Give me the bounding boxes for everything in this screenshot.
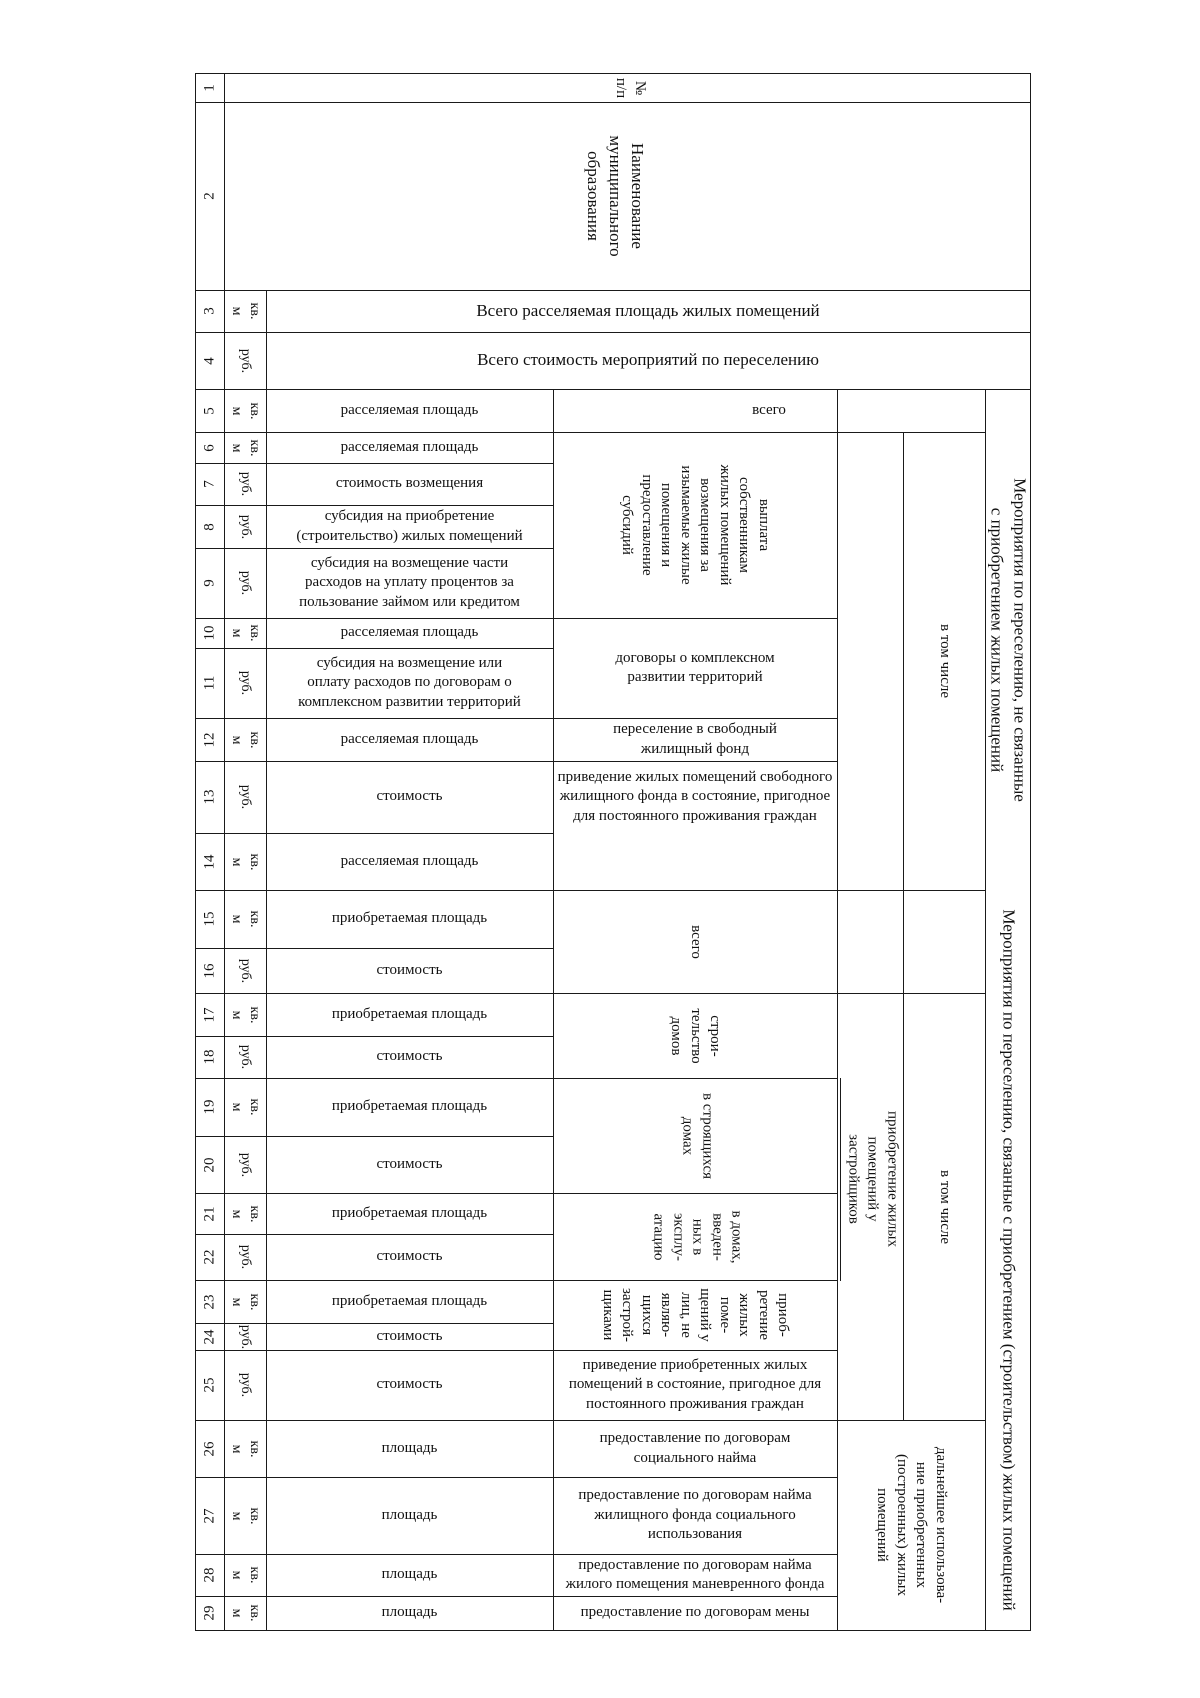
unit-label: руб. (238, 784, 254, 810)
column-number: 25 (200, 1377, 217, 1393)
row-label: расселяемая площадь (340, 730, 479, 747)
unit-label: кв. м (229, 439, 263, 456)
subgroup-free-fund-repair: приведение жилых помещений свободного жилищного фонда в состояние, пригодное для постоянного проживания граждан (557, 768, 833, 824)
row-label: приобретаемая площадь (331, 1098, 488, 1115)
subgroup-social-rent: предоставление по договорам социального найма (599, 1430, 791, 1466)
row-label: стоимость (376, 961, 443, 978)
subgroup-from-developers: приобретение жилых помещений у застройщиков (844, 1111, 900, 1247)
column-number: 3 (200, 307, 217, 315)
subgroup-free-fund: переселение в свободный жилищный фонд (613, 721, 777, 757)
unit-label: руб. (238, 670, 254, 696)
subgroup-acquired-repair: приведение приобретенных жилых помещений в состояние, пригодное для постоянного проживания граждан (568, 1356, 822, 1412)
column-number: 18 (200, 1049, 217, 1065)
row-label: приобретаемая площадь (331, 1204, 488, 1221)
column-number: 17 (200, 1007, 217, 1022)
subgroup-under-construction: в строящихся домах (679, 1092, 715, 1179)
row-label: приобретаемая площадь (331, 910, 488, 927)
column-number: 16 (200, 963, 217, 978)
unit-label: кв. м (229, 1604, 263, 1622)
row-label: субсидия на возмещение части расходов на уплату процентов за пользование займом или кредитом (299, 554, 520, 610)
column-number: 2 (200, 192, 217, 200)
column-number: 1 (200, 83, 217, 92)
unit-label: кв. м (229, 302, 263, 320)
unit-label: руб. (238, 471, 254, 497)
row-label: площадь (381, 1604, 438, 1621)
unit-label: руб. (238, 1372, 254, 1398)
subgroup-commissioned: в домах, введен- ных в эксплу- атацию (650, 1210, 745, 1263)
row-label: стоимость (376, 1376, 443, 1393)
column-number: 13 (200, 789, 217, 805)
unit-label: кв. м (229, 1098, 263, 1116)
unit-label: руб. (238, 1244, 254, 1270)
row-label: стоимость возмещения (335, 475, 484, 492)
column-number: 12 (200, 732, 217, 747)
row-rule (195, 1630, 1031, 1631)
column-number: 7 (200, 480, 217, 488)
unit-label: кв. м (229, 1507, 263, 1524)
unit-label: руб. (238, 348, 254, 373)
row-label: площадь (381, 1439, 438, 1456)
unit-label: кв. м (229, 1006, 263, 1023)
row-label: приобретаемая площадь (331, 1005, 488, 1022)
unit-label: кв. м (229, 910, 263, 928)
row-label: субсидия на возмещение или оплату расходов по договорам о комплексном развитии территорий (298, 654, 521, 710)
subgroup-exchange: предоставление по договорам мены (580, 1604, 810, 1621)
unit-label: кв. м (229, 1205, 263, 1222)
column-number: 15 (200, 911, 217, 927)
subgroup-in-that-2: в том числе (936, 1169, 953, 1244)
subgroup-further-use: дальнейшее использова- ние приобретенных (построенных) жилых помещений (874, 1446, 949, 1604)
column-number-header: № п/п (613, 77, 649, 98)
unit-label: кв. м (229, 853, 263, 870)
unit-label: кв. м (229, 402, 263, 419)
column-number: 24 (200, 1329, 217, 1344)
column-number: 28 (200, 1567, 217, 1583)
column-number: 6 (200, 443, 217, 452)
subgroup-social-use: предоставление по договорам найма жилищного фонда социального использования (578, 1487, 812, 1543)
group-acquisition: Мероприятия по переселению, связанные с приобретением (строительством) жилых помещений (998, 909, 1018, 1611)
subgroup-from-non-developers: приоб- ретение жилых поме- щений у лиц, не являю- щихся застрой- щиками (600, 1287, 792, 1342)
unit-label: руб. (238, 1324, 254, 1349)
row-label: стоимость (376, 788, 443, 805)
column-number: 27 (200, 1508, 217, 1523)
row-label: стоимость (376, 1048, 443, 1065)
subgroup-construction: строи- тельство домов (668, 1007, 724, 1064)
row-label: площадь (381, 1566, 438, 1583)
column-number: 8 (200, 522, 217, 531)
column-number: 9 (200, 579, 217, 587)
row-label: расселяемая площадь (340, 401, 479, 418)
row-label: стоимость (376, 1155, 443, 1172)
column-number: 26 (200, 1441, 217, 1456)
column-number: 22 (200, 1249, 217, 1265)
column-number: 20 (200, 1157, 217, 1172)
unit-label: кв. м (229, 624, 263, 642)
row-label: стоимость (376, 1327, 443, 1344)
unit-label: руб. (238, 958, 254, 983)
total-area-header: Всего расселяемая площадь жилых помещений (476, 300, 820, 320)
unit-label: кв. м (229, 1566, 263, 1584)
unit-label: руб. (238, 570, 254, 596)
subgroup-payout: выплата собственникам жилых помещений возмещения за изымаемые жилые помещения и предоставление субсидий (619, 464, 772, 586)
unit-label: руб. (238, 1152, 254, 1177)
column-number: 11 (200, 675, 217, 691)
column-number: 21 (200, 1206, 217, 1221)
unit-label: руб. (238, 1044, 254, 1070)
unit-label: руб. (238, 514, 254, 539)
column-number: 5 (200, 406, 217, 415)
group-not-acquisition: Мероприятия по переселению, не связанные с приобретением жилых помещений (987, 477, 1029, 802)
row-label: стоимость (376, 1248, 443, 1265)
row-label: расселяемая площадь (340, 852, 479, 869)
column-number: 23 (200, 1294, 217, 1309)
subgroup-in-that-1: в том числе (936, 623, 953, 699)
column-number: 14 (200, 854, 217, 869)
unit-label: кв. м (229, 731, 263, 748)
row-label: субсидия на приобретение (строительство) жилых помещений (296, 508, 523, 544)
row-label: приобретаемая площадь (331, 1292, 488, 1309)
unit-label: кв. м (229, 1293, 263, 1310)
row-label: расселяемая площадь (340, 624, 479, 641)
column-number: 10 (200, 625, 217, 641)
column-number: 4 (200, 356, 217, 365)
subgroup-maneuver: предоставление по договорам найма жилого помещения маневренного фонда (565, 1556, 825, 1592)
total-cost-header: Всего стоимость мероприятий по переселению (477, 350, 819, 370)
subgroup-total-1: всего (752, 401, 786, 418)
row-label: площадь (381, 1506, 438, 1523)
row-label: расселяемая площадь (340, 438, 479, 455)
column-number: 29 (200, 1605, 217, 1621)
subgroup-contracts: договоры о комплексном развитии территорий (615, 649, 775, 685)
subgroup-total-2: всего (687, 924, 704, 959)
unit-label: кв. м (229, 1440, 263, 1457)
column-number: 19 (200, 1099, 217, 1115)
municipality-header: Наименование муниципального образования (583, 135, 648, 257)
